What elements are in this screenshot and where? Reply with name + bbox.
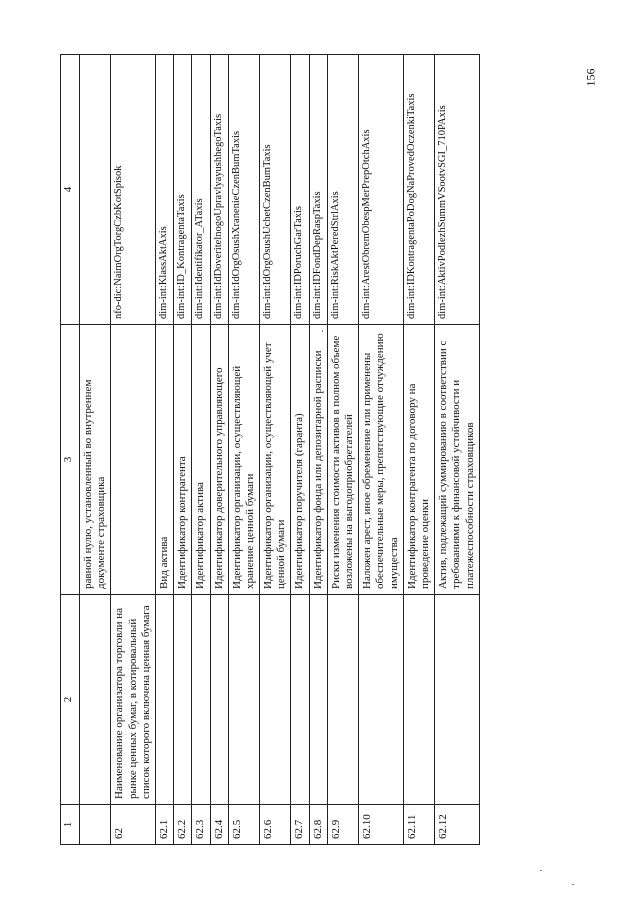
row-code-cell: dim-int:IdOrgOsushXranenieCzenBumTaxis: [228, 55, 259, 325]
row-number-cell: 62.1: [155, 805, 173, 845]
table-row: [359, 55, 404, 845]
column-header-1: 1: [61, 805, 80, 845]
row-code-cell: dim-int:ArestObremObespMerPrepOtchAxis: [359, 55, 404, 325]
row-number-cell: 62.3: [192, 805, 210, 845]
row-code-cell: nfo-dic:NaimOrgTorgCzbKotSpisok: [111, 55, 156, 325]
row-number-cell: 62.7: [291, 805, 309, 845]
page-number: 156: [583, 68, 598, 87]
row-code-cell: dim-int:KlassAktAxis: [155, 55, 173, 325]
row-name-cell: [210, 595, 228, 805]
row-name-cell: [174, 595, 192, 805]
row-name-cell: Наименование организатора торговли на рынке ценных бумаг, в котировальный список которого включена ценная бумага: [111, 595, 156, 805]
row-code-cell: dim-int:IdOrgOsushUchetCzenBumTaxis: [260, 55, 291, 325]
row-description-cell: Идентификатор организации, осуществляющей учет ценной бумаги: [260, 325, 291, 595]
row-description-cell: Идентификатор актива: [192, 325, 210, 595]
row-code-cell: dim-int:AktivPodlezhSummVSootvSGI_710PAxis: [435, 55, 480, 325]
row-code-cell: dim-int:IDPoruchGarTaxis: [291, 55, 309, 325]
row-number-cell: 62.12: [435, 805, 480, 845]
table-body: [80, 55, 480, 845]
row-name-cell: [291, 595, 309, 805]
register-table: [60, 54, 480, 845]
row-number-cell: 62.2: [174, 805, 192, 845]
table-row: [327, 55, 358, 845]
row-code-cell: dim-int:ID_KontragentaTaxis: [174, 55, 192, 325]
row-number-cell: 62.8: [309, 805, 327, 845]
row-code-cell: dim-int:IdDoveritelnogoUpravlyayushhegoTaxis: [210, 55, 228, 325]
rotated-page: [60, 55, 580, 845]
row-code-cell: dim-int:IDKontragentaPoDogNaProvedOczenkiTaxis: [403, 55, 434, 325]
row-name-cell: [309, 595, 327, 805]
column-header-2: 2: [61, 595, 80, 805]
row-number-cell: 62.11: [403, 805, 434, 845]
table-row: [155, 55, 173, 845]
row-description-cell: Идентификатор доверительного управляющего: [210, 325, 228, 595]
row-description-cell: Риски изменения стоимости активов в полном объеме возложены на выгодоприобретателей: [327, 325, 358, 595]
table-row: [174, 55, 192, 845]
row-description-cell: [111, 325, 156, 595]
table-row: [435, 55, 480, 845]
table-row: [111, 55, 156, 845]
continuation-cell-desc: равной нулю, установленный во внутреннем документе страховщика: [80, 325, 111, 595]
row-description-cell: Наложен арест, иное обременение или применены обеспечительные меры, препятствующие отчуждению имущества: [359, 325, 404, 595]
scan-speck: [572, 884, 574, 885]
row-description-cell: Идентификатор фонда или депозитарной расписки: [309, 325, 327, 595]
row-name-cell: [228, 595, 259, 805]
scan-speck: [322, 330, 323, 332]
row-number-cell: 62.10: [359, 805, 404, 845]
continuation-row: [80, 55, 111, 845]
row-name-cell: [155, 595, 173, 805]
header-row: [61, 55, 80, 845]
continuation-cell-num: [80, 805, 111, 845]
row-name-cell: [435, 595, 480, 805]
row-name-cell: [327, 595, 358, 805]
row-description-cell: Вид актива: [155, 325, 173, 595]
continuation-cell-code: [80, 55, 111, 325]
scan-speck: [540, 870, 542, 871]
row-description-cell: Идентификатор поручителя (гаранта): [291, 325, 309, 595]
row-name-cell: [192, 595, 210, 805]
row-description-cell: Актив, подлежащий суммированию в соответствии с требованиями к финансовой устойчивости и платежеспособности страховщиков: [435, 325, 480, 595]
continuation-cell-name: [80, 595, 111, 805]
row-name-cell: [359, 595, 404, 805]
row-name-cell: [403, 595, 434, 805]
table-row: [192, 55, 210, 845]
row-number-cell: 62: [111, 805, 156, 845]
table-row: [228, 55, 259, 845]
table-row: [210, 55, 228, 845]
table-row: [291, 55, 309, 845]
column-header-3: 3: [61, 325, 80, 595]
row-name-cell: [260, 595, 291, 805]
row-code-cell: dim-int:IDFondDepRaspTaxis: [309, 55, 327, 325]
row-description-cell: Идентификатор контрагента по договору на проведение оценки: [403, 325, 434, 595]
row-code-cell: dim-int:Identifikator_ATaxis: [192, 55, 210, 325]
row-description-cell: Идентификатор контрагента: [174, 325, 192, 595]
row-number-cell: 62.4: [210, 805, 228, 845]
row-code-cell: dim-int:RiskAktPeredStrlAxis: [327, 55, 358, 325]
row-number-cell: 62.6: [260, 805, 291, 845]
row-number-cell: 62.5: [228, 805, 259, 845]
column-header-4: 4: [61, 55, 80, 325]
row-number-cell: 62.9: [327, 805, 358, 845]
table-row: [403, 55, 434, 845]
table-row: [309, 55, 327, 845]
row-description-cell: Идентификатор организации, осуществляющей хранение ценной бумаги: [228, 325, 259, 595]
table-row: [260, 55, 291, 845]
